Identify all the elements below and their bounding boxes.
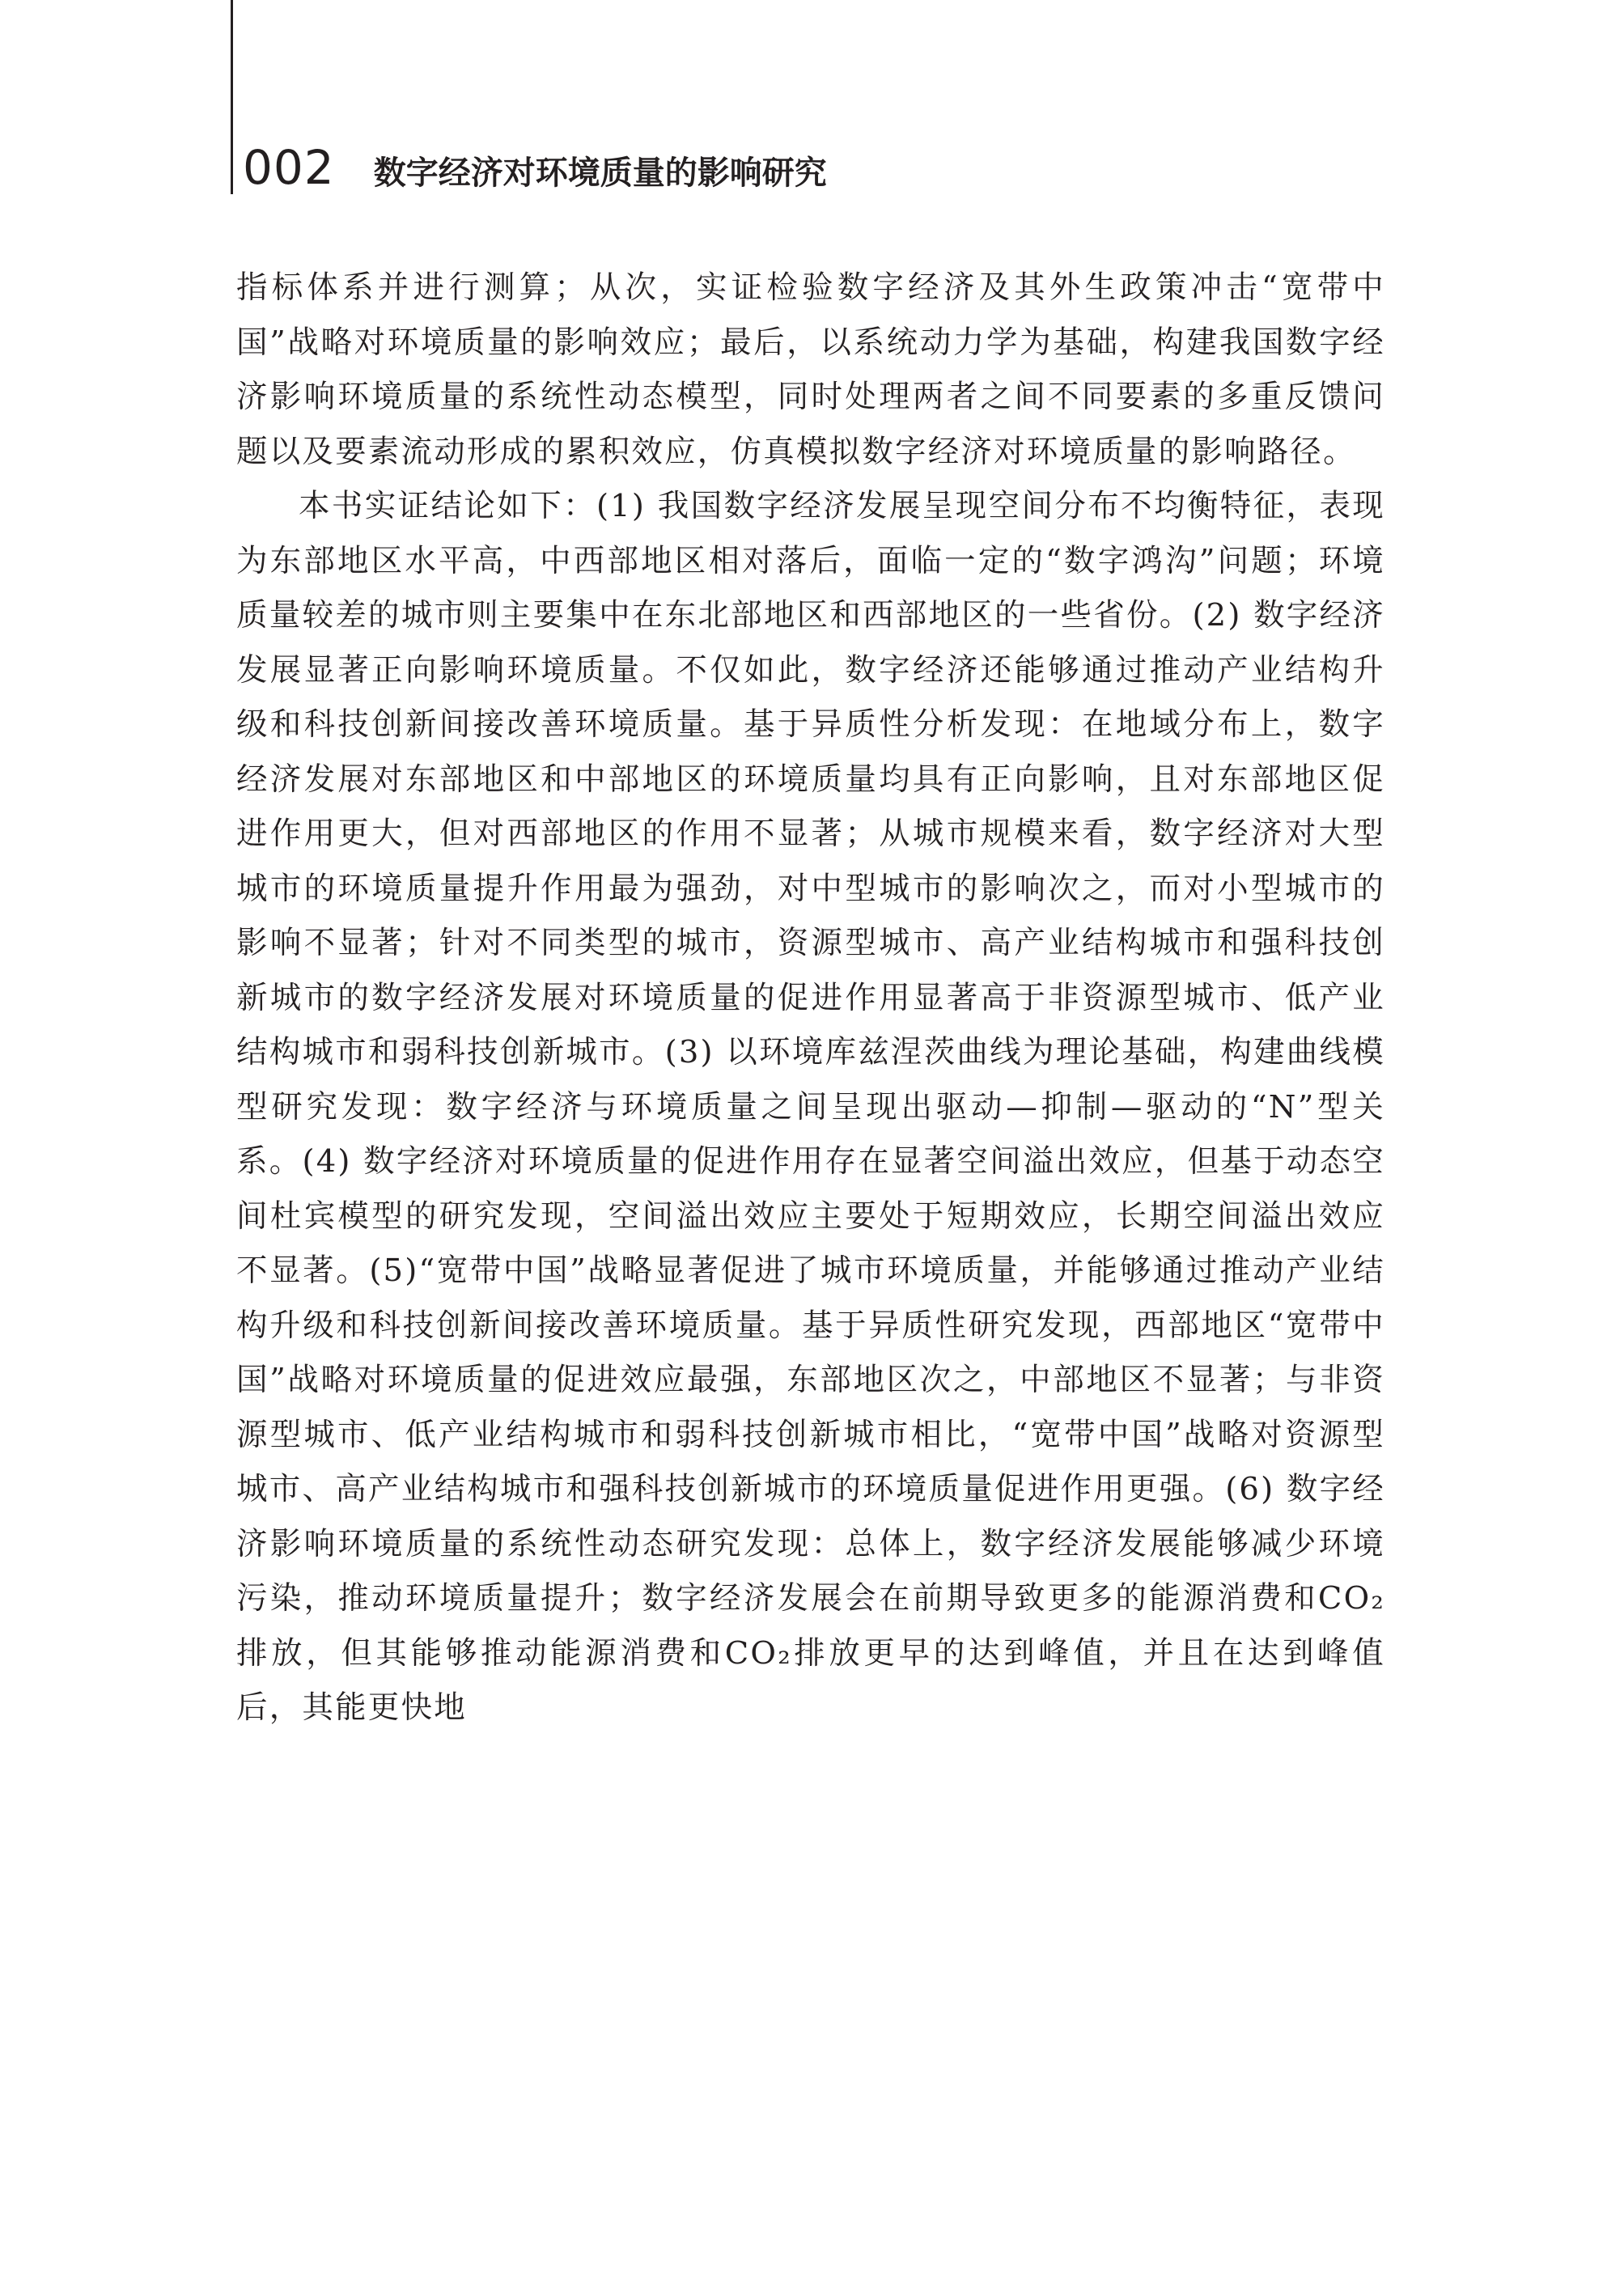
page-number: 002 [243, 140, 335, 195]
margin-rule [231, 0, 233, 194]
page-header [243, 140, 827, 217]
paragraph-continuation: 指标体系并进行测算；从次，实证检验数字经济及其外生政策冲击“宽带中国”战略对环境质量的影响效应；最后，以系统动力学为基础，构建我国数字经济影响环境质量的系统性动态模型，同时处理两者之间不同要素的多重反馈问题以及要素流动形成的累积效应，仿真模拟数字经济对环境质量的影响路径。 [236, 269, 1385, 470]
running-title: 数字经济对环境质量的影响研究 [373, 155, 827, 192]
body-text [236, 261, 1385, 1736]
paragraph-conclusions: 本书实证结论如下：(1) 我国数字经济发展呈现空间分布不均衡特征，表现为东部地区水平高，中西部地区相对落后，面临一定的“数字鸿沟”问题；环境质量较差的城市则主要集中在东北部地区和西部地区的一些省份。(2) 数字经济发展显著正向影响环境质量。不仅如此，数字经济还能够通过推动产业结构升级和科技创新间接改善环境质量。基于异质性分析发现：在地域分布上，数字经济发展对东部地区和中部地区的环境质量均具有正向影响，且对东部地区促进作用更大，但对西部地区的作用不显著；从城市规模来看，数字经济对大型城市的环境质量提升作用最为强劲，对中型城市的影响次之，而对小型城市的影响不显著；针对不同类型的城市，资源型城市、高产业结构城市和强科技创新城市的数字经济发展对环境质量的促进作用显著高于非资源型城市、低产业结构城市和弱科技创新城市。(3) 以环境库兹涅茨曲线为理论基础，构建曲线模型研究发现：数字经济与环境质量之间呈现出驱动—抑制—驱动的“N”型关系。(4) 数字经济对环境质量的促进作用存在显著空间溢出效应，但基于动态空间杜宾模型的研究发现，空间溢出效应主要处于短期效应，长期空间溢出效应不显著。(5)“宽带中国”战略显著促进了城市环境质量，并能够通过推动产业结构升级和科技创新间接改善环境质量。基于异质性研究发现，西部地区“宽带中国”战略对环境质量的促进效应最强，东部地区次之，中部地区不显著；与非资源型城市、低产业结构城市和弱科技创新城市相比，“宽带中国”战略对资源型城市、高产业结构城市和强科技创新城市的环境质量促进作用更强。(6) 数字经济影响环境质量的系统性动态研究发现：总体上，数字经济发展能够减少环境污染，推动环境质量提升；数字经济发展会在前期导致更多的能源消费和CO₂排放，但其能够推动能源消费和CO₂排放更早的达到峰值，并且在达到峰值后，其能更快地 [236, 488, 1385, 1726]
